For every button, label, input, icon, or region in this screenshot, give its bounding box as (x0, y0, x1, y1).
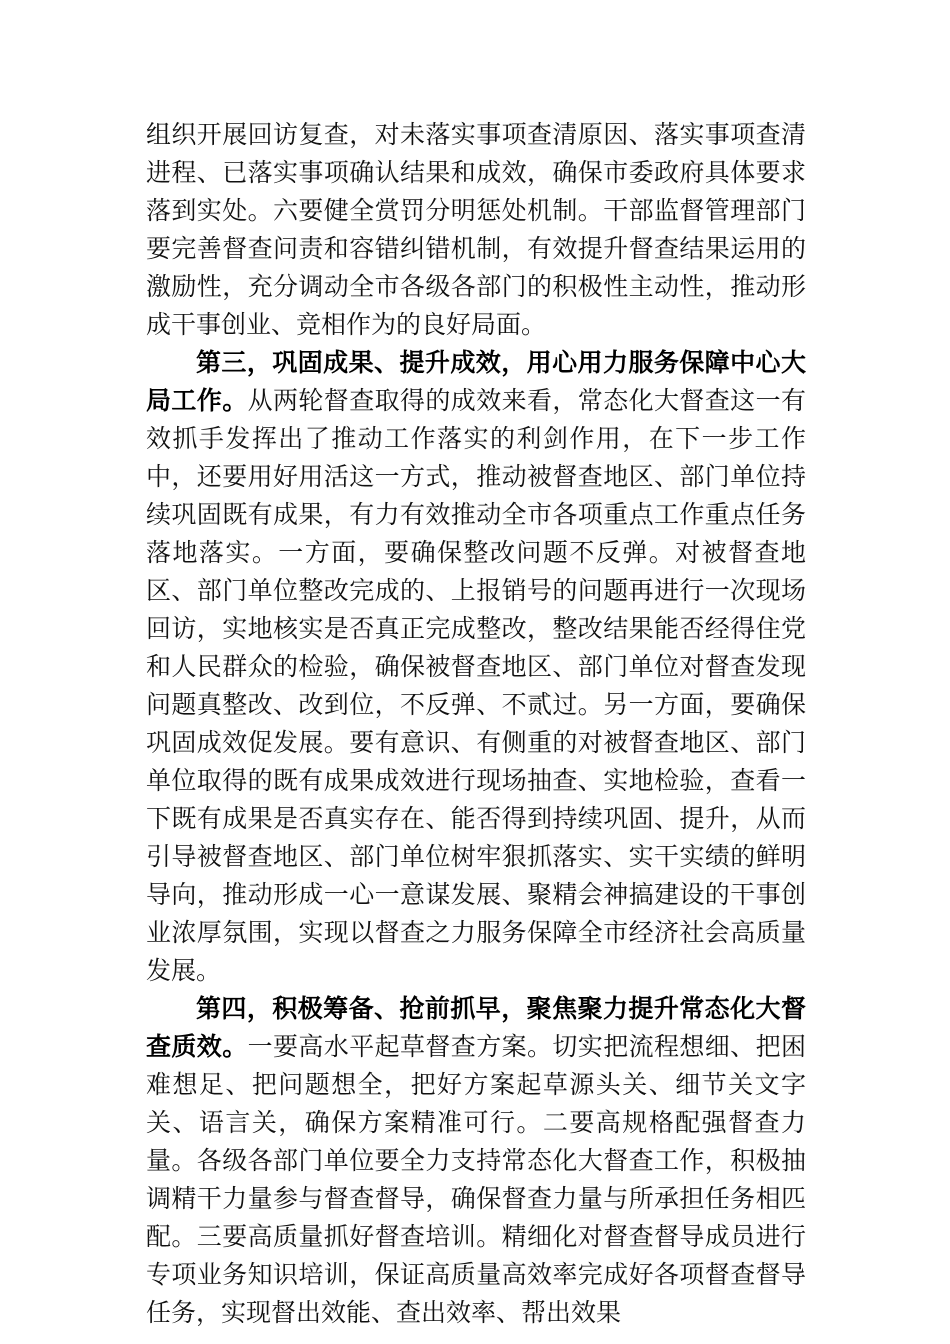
paragraph-heading: 第四，积极筹备、抢前抓早，聚焦聚力提升常态化大督查质效。 (146, 994, 806, 1061)
paragraph-third-point (146, 344, 806, 990)
paragraph-body: 从两轮督查取得的成效来看，常态化大督查这一有效抓手发挥出了推动工作落实的利剑作用，在下一步工作中，还要用好用活这一方式，推动被督查地区、部门单位持续巩固既有成果，有力有效推动全市各项重点工作重点任务落地落实。一方面，要确保整改问题不反弹。对被督查地区、部门单位整改完成的、上报销号的问题再进行一次现场回访，实地核实是否真正完成整改，整改结果能否经得住党和人民群众的检验，确保被督查地区、部门单位对督查发现问题真整改、改到位，不反弹、不贰过。另一方面，要确保巩固成效促发展。要有意识、有侧重的对被督查地区、部门单位取得的既有成果成效进行现场抽查、实地检验，查看一下既有成果是否真实存在、能否得到持续巩固、提升，从而引导被督查地区、部门单位树牢狠抓落实、实干实绩的鲜明导向，推动形成一心一意谋发展、聚精会神搞建设的干事创业浓厚氛围，实现以督查之力服务保障全市经济社会高质量发展。 (146, 386, 806, 985)
paragraph-body: 组织开展回访复查，对未落实事项查清原因、落实事项查清进程、已落实事项确认结果和成效，确保市委政府具体要求落到实处。六要健全赏罚分明惩处机制。干部监督管理部门要完善督查问责和容错纠错机制，有效提升督查结果运用的激励性，充分调动全市各级各部门的积极性主动性，推动形成干事创业、竞相作为的良好局面。 (146, 120, 806, 339)
document-page (146, 116, 806, 1332)
paragraph-fourth-point (146, 990, 806, 1332)
paragraph-body: 一要高水平起草督查方案。切实把流程想细、把困难想足、把问题想全，把好方案起草源头关、细节关文字关、语言关，确保方案精准可行。二要高规格配强督查力量。各级各部门单位要全力支持常态化大督查工作，积极抽调精干力量参与督查督导，确保督查力量与所承担任务相匹配。三要高质量抓好督查培训。精细化对督查督导成员进行专项业务知识培训，保证高质量高效率完成好各项督查督导任务，实现督出效能、查出效率、帮出效果 (146, 1032, 806, 1327)
paragraph-continuation (146, 116, 806, 344)
paragraph-heading: 第三，巩固成果、提升成效，用心用力服务保障中心大局工作。 (146, 348, 806, 415)
